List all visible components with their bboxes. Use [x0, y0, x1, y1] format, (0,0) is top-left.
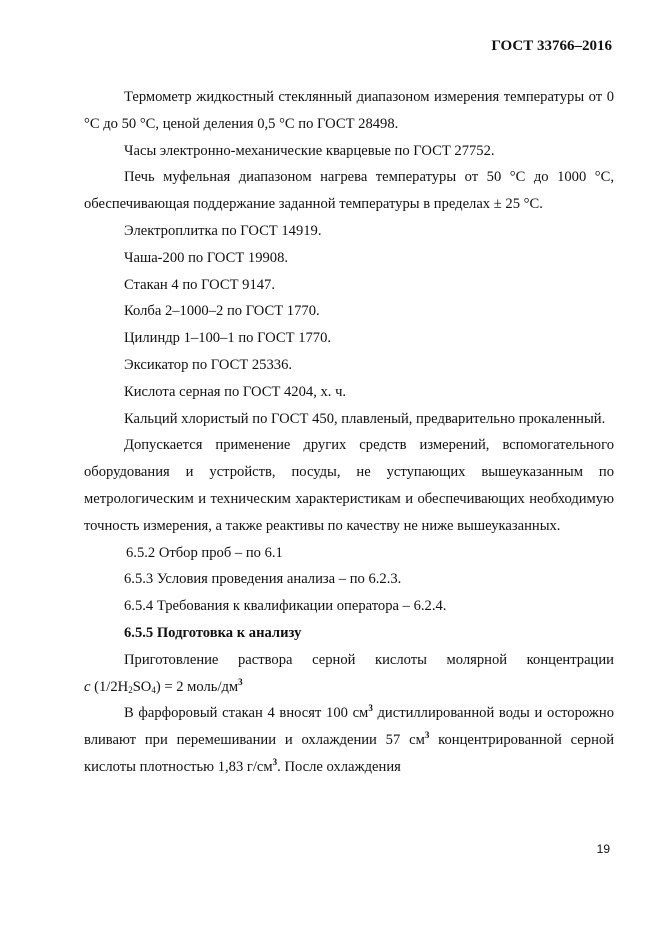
clause-6-5-3: 6.5.3 Условия проведения анализа – по 6.2.3.: [124, 571, 402, 588]
paragraph-desiccator: Эксикатор по ГОСТ 25336.: [124, 356, 293, 373]
concentration-symbol: с: [84, 678, 91, 695]
paragraph-solution-prep: Приготовление раствора серной кислоты молярной концентрации: [124, 651, 614, 668]
paragraph-clock: Часы электронно-механические кварцевые по ГОСТ 27752.: [124, 142, 495, 159]
paragraph-sulfuric-acid: Кислота серная по ГОСТ 4204, х. ч.: [124, 383, 347, 400]
paragraph-formula: [84, 674, 614, 701]
procedure-text: . После охлаждения: [277, 758, 401, 775]
formula-part: SO: [132, 678, 152, 695]
page-body: [84, 84, 614, 781]
paragraph-stove: Электроплитка по ГОСТ 14919.: [124, 222, 322, 239]
procedure-text: концентрированной серной кислоты плотностью 1,83 г/см: [84, 732, 614, 775]
document-code: ГОСТ 33766–2016: [491, 38, 612, 54]
paragraph-alternatives: Допускается применение других средств измерений, вспомогательного оборудования и устройств, посуды, не уступающих вышеуказанным по метрологическим и техническим характеристикам и обеспечивающих необходимую точность измерения, а также реактивы по качеству не ниже вышеуказанных.: [84, 437, 614, 534]
formula-part: (1/2H: [90, 678, 129, 695]
paragraph-flask: Колба 2–1000–2 по ГОСТ 1770.: [124, 303, 320, 320]
formula-subscript: 2: [128, 684, 133, 695]
clause-6-5-2: 6.5.2 Отбор проб – по 6.1: [126, 544, 283, 561]
paragraph-calcium-chloride: Кальций хлористый по ГОСТ 450, плавленый, предварительно прокаленный.: [124, 410, 606, 427]
paragraph-beaker: Стакан 4 по ГОСТ 9147.: [124, 276, 276, 293]
page-number: 19: [596, 842, 610, 856]
formula-superscript: 3: [238, 676, 243, 687]
unit-superscript: 3: [368, 703, 373, 714]
formula-subscript: 4: [151, 684, 156, 695]
formula-part: ) = 2 моль/дм: [155, 678, 239, 695]
paragraph-bowl: Чаша-200 по ГОСТ 19908.: [124, 249, 289, 266]
section-heading-6-5-5: 6.5.5 Подготовка к анализу: [124, 624, 302, 641]
clause-6-5-4: 6.5.4 Требования к квалификации оператора – 6.2.4.: [124, 598, 447, 615]
paragraph-furnace: Печь муфельная диапазоном нагрева температуры от 50 °С до 1000 °С, обеспечивающая поддержание заданной температуры в пределах ± 25 °С.: [84, 169, 614, 213]
procedure-text: дистиллированной воды и осторожно вливают при перемешивании и охлаждении 57 см: [84, 705, 614, 749]
unit-superscript: 3: [272, 756, 278, 767]
procedure-text: В фарфоровый стакан 4 вносят 100 см: [124, 705, 369, 722]
unit-superscript: 3: [424, 730, 430, 741]
paragraph-cylinder: Цилиндр 1–100–1 по ГОСТ 1770.: [124, 330, 332, 347]
paragraph-thermometer: Термометр жидкостный стеклянный диапазоном измерения температуры от 0 °С до 50 °С, ценой деления 0,5 °С по ГОСТ 28498.: [84, 89, 614, 132]
paragraph-procedure: [84, 700, 614, 780]
